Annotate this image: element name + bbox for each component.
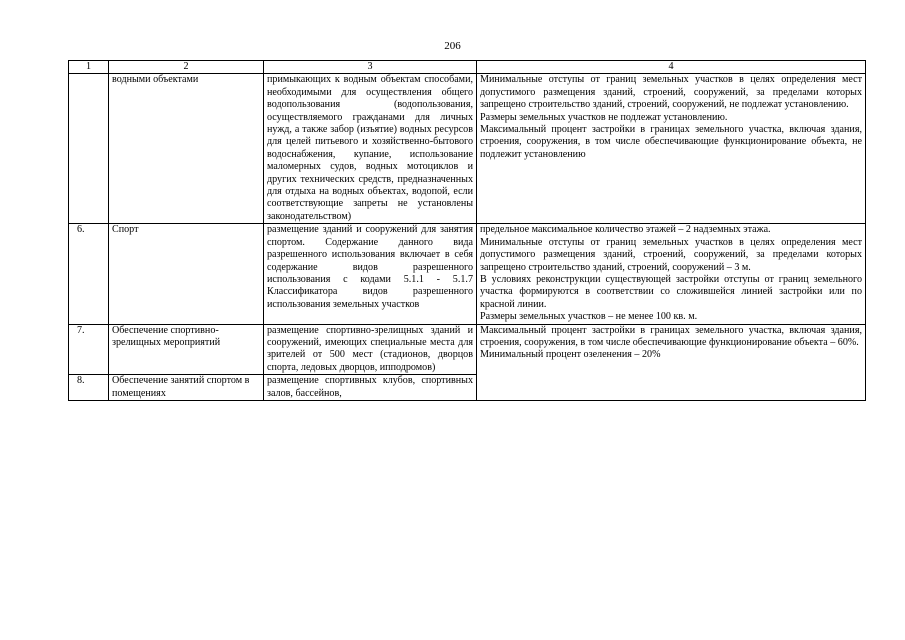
table-row	[69, 224, 866, 324]
use-type-name: Спорт	[109, 224, 264, 324]
header-col-4: 4	[477, 61, 866, 74]
page-number: 206	[444, 40, 461, 52]
use-type-name: Обеспечение спортивно-зрелищных мероприятий	[109, 324, 264, 375]
parameter-text: Минимальные отступы от границ земельных участков в целях определения мест допустимого размещения зданий, строений, сооружений, за пределами которых запрещено строительство зданий, строений, сооружений – 3 м.	[480, 236, 862, 273]
row-number: 6.	[69, 224, 109, 324]
parameter-text: Минимальные отступы от границ земельных участков в целях определения мест допустимого размещения зданий, строений, сооружений, за пределами которых запрещено строительство зданий, строений, сооружений, не подлежат установлению.	[480, 74, 862, 111]
use-type-description: размещение зданий и сооружений для занятия спортом. Содержание данного вида разрешенного использования включает в себя содержание видов разрешенного использования с кодами 5.1.1 - 5.1.7 Классификатора видов разрешенного использования земельных участков	[264, 224, 477, 324]
regulations-table	[68, 60, 866, 401]
parameter-text: Размеры земельных участков не подлежат установлению.	[480, 111, 728, 123]
use-type-name: водными объектами	[109, 74, 264, 224]
row-number	[69, 74, 109, 224]
row-number: 7.	[69, 324, 109, 375]
parameter-text: предельное максимальное количество этажей – 2 надземных этажа.	[480, 224, 771, 236]
header-col-3: 3	[264, 61, 477, 74]
parameter-text: В условиях реконструкции существующей застройки отступы от границ земельного участка формируются в соответствии со сложившейся линией застройки или по красной линии.	[480, 273, 862, 310]
parameter-text: Минимальный процент озеленения – 20%	[480, 349, 661, 361]
parameter-text: Размеры земельных участков – не менее 100 кв. м.	[480, 311, 698, 323]
use-type-description: размещение спортивных клубов, спортивных залов, бассейнов,	[264, 375, 477, 401]
table-row	[69, 74, 866, 224]
parameter-text: Максимальный процент застройки в границах земельного участка, включая здания, строения, сооружения, в том числе обеспечивающие функционирование объекта, не подлежит установлению	[480, 124, 862, 160]
header-col-2: 2	[109, 61, 264, 74]
table-row	[69, 324, 866, 375]
parameter-text: Максимальный процент застройки в границах земельного участка, включая здания, строения, сооружения, в том числе обеспечивающие функционирование объекта – 60%.	[480, 324, 862, 348]
use-type-description: примыкающих к водным объектам способами, необходимыми для осуществления общего водопользования (водопользования, осуществляемого гражданами для личных нужд, а также забор (изъятие) водных ресурсов для целей питьевого и хозяйственно-бытового водоснабжения, купание, использование маломерных судов, водных мотоциклов и других технических средств, предназначенных для отдыха на водных объектах, водопой, если соответствующие запреты не установлены законодательством)	[264, 74, 477, 224]
table-header-row	[69, 61, 866, 74]
row-number: 8.	[69, 375, 109, 401]
parameters-cell	[477, 74, 866, 224]
parameters-cell	[477, 324, 866, 400]
header-col-1: 1	[69, 61, 109, 74]
parameters-cell	[477, 224, 866, 324]
use-type-name: Обеспечение занятий спортом в помещениях	[109, 375, 264, 401]
use-type-description: размещение спортивно-зрелищных зданий и сооружений, имеющих специальные места для зрителей от 500 мест (стадионов, дворцов спорта, ледовых дворцов, ипподромов)	[264, 324, 477, 375]
